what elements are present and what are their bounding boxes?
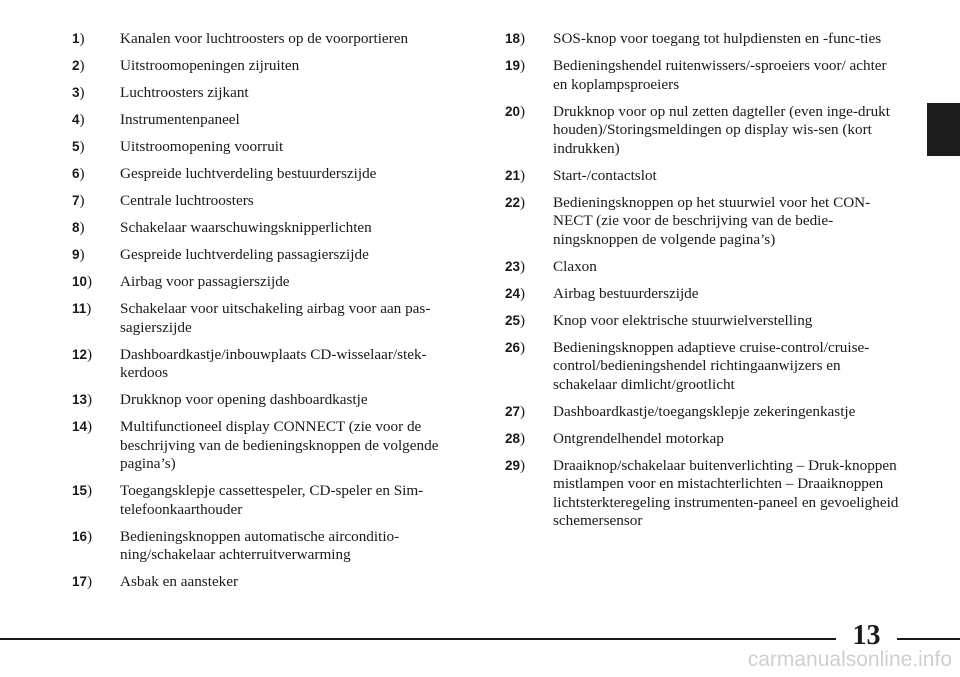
legend-item-number: 14) bbox=[72, 418, 93, 435]
legend-item-text: Asbak en aansteker bbox=[120, 573, 239, 590]
legend-item-number: 1) bbox=[72, 30, 85, 47]
legend-item-text: Dashboardkastje/inbouwplaats CD-wisselaar/stek-kerdoos bbox=[120, 345, 427, 381]
footer-rule-left bbox=[0, 638, 836, 640]
legend-item-number: 29) bbox=[505, 456, 526, 474]
legend-item bbox=[505, 339, 900, 395]
legend-item bbox=[72, 165, 464, 184]
section-tab-marker bbox=[927, 103, 960, 156]
legend-item bbox=[505, 103, 900, 159]
legend-item-number: 6) bbox=[72, 165, 85, 182]
legend-item-text: Schakelaar voor uitschakeling airbag voor aan pas-sagierszijde bbox=[120, 300, 431, 336]
legend-item-number: 20) bbox=[505, 102, 526, 120]
legend-item-number: 26) bbox=[505, 338, 526, 356]
legend-item bbox=[505, 57, 900, 94]
legend-item-text: Uitstroomopeningen zijruiten bbox=[120, 57, 300, 74]
legend-item-text: Claxon bbox=[553, 257, 597, 275]
legend-item bbox=[505, 167, 900, 186]
legend-item-text: Airbag voor passagierszijde bbox=[120, 273, 290, 290]
legend-item-number: 15) bbox=[72, 482, 93, 499]
footer-rule-right bbox=[897, 638, 960, 640]
legend-item-text: Schakelaar waarschuwingsknipperlichten bbox=[120, 219, 372, 236]
legend-item bbox=[72, 573, 464, 592]
legend-item-text: Kanalen voor luchtroosters op de voorportieren bbox=[120, 30, 409, 47]
legend-item bbox=[72, 192, 464, 211]
legend-item bbox=[72, 300, 464, 337]
legend-item-text: Toegangsklepje cassettespeler, CD-speler en Sim-telefoonkaarthouder bbox=[120, 482, 424, 518]
legend-item bbox=[505, 430, 900, 449]
legend-item bbox=[72, 346, 464, 383]
legend-item-number: 5) bbox=[72, 138, 85, 155]
legend-item-number: 4) bbox=[72, 111, 85, 128]
legend-item-number: 3) bbox=[72, 84, 85, 101]
legend-item-text: Uitstroomopening voorruit bbox=[120, 138, 284, 155]
legend-item-number: 9) bbox=[72, 246, 85, 263]
legend-item bbox=[72, 273, 464, 292]
legend-item-number: 13) bbox=[72, 391, 93, 408]
legend-item-number: 23) bbox=[505, 257, 526, 275]
legend-item bbox=[72, 391, 464, 410]
legend-item-text: Centrale luchtroosters bbox=[120, 192, 254, 209]
legend-item-text: Multifunctioneel display CONNECT (zie voor de beschrijving van de bedieningsknoppen de volgende pagina’s) bbox=[120, 418, 439, 472]
legend-item-number: 24) bbox=[505, 284, 526, 302]
legend-item-text: Bedieningsknoppen automatische airconditio-ning/schakelaar achterruitverwarming bbox=[120, 527, 400, 563]
legend-item-text: Drukknop voor opening dashboardkastje bbox=[120, 391, 368, 408]
legend-item bbox=[505, 258, 900, 277]
legend-item bbox=[72, 246, 464, 265]
legend-item-number: 19) bbox=[505, 57, 526, 74]
legend-item-number: 2) bbox=[72, 57, 85, 74]
legend-item bbox=[72, 111, 464, 130]
legend-item bbox=[72, 418, 464, 474]
legend-item-text: Gespreide luchtverdeling bestuurderszijde bbox=[120, 165, 377, 182]
legend-item-text: Knop voor elektrische stuurwielverstelling bbox=[553, 311, 813, 329]
legend-item bbox=[505, 312, 900, 331]
legend-item-number: 17) bbox=[72, 573, 93, 590]
legend-item-text: Bedieningsknoppen op het stuurwiel voor het CON-NECT (zie voor de beschrijving van de bedie-ningsknoppen de volgende pagina’s) bbox=[553, 193, 871, 248]
legend-item-number: 25) bbox=[505, 311, 526, 329]
legend-item bbox=[72, 84, 464, 103]
legend-item-number: 8) bbox=[72, 219, 85, 236]
legend-item-text: Ontgrendelhendel motorkap bbox=[553, 429, 724, 447]
legend-item-number: 18) bbox=[505, 30, 526, 47]
legend-item bbox=[72, 528, 464, 565]
legend-item-number: 27) bbox=[505, 402, 526, 420]
legend-item-text: SOS-knop voor toegang tot hulpdiensten en -func-ties bbox=[553, 30, 882, 47]
legend-item bbox=[72, 219, 464, 238]
legend-item bbox=[72, 482, 464, 519]
legend-item-number: 28) bbox=[505, 429, 526, 447]
legend-item-text: Bedieningsknoppen adaptieve cruise-control/cruise-control/bedieningshendel richtingaanwijzers en schakelaar dimlicht/grootlicht bbox=[553, 338, 870, 393]
legend-item bbox=[505, 457, 900, 531]
watermark-text: carmanualsonline.info bbox=[747, 648, 952, 671]
legend-item-number: 7) bbox=[72, 192, 85, 209]
legend-column-left bbox=[72, 30, 464, 600]
legend-item-text: Luchtroosters zijkant bbox=[120, 84, 249, 101]
legend-item bbox=[72, 30, 464, 49]
legend-item-number: 22) bbox=[505, 193, 526, 211]
legend-item-text: Start-/contactslot bbox=[553, 166, 657, 184]
legend-item-number: 16) bbox=[72, 527, 93, 545]
legend-item-text: Gespreide luchtverdeling passagierszijde bbox=[120, 246, 369, 263]
legend-item-number: 11) bbox=[72, 300, 92, 317]
legend-item bbox=[505, 285, 900, 304]
legend-item-text: Draaiknop/schakelaar buitenverlichting – Druk-knoppen mistlampen voor en mistachterlichten – Draaiknoppen lichtsterkteregeling instrumenten-paneel en gevoeligheid schemersensor bbox=[553, 456, 899, 529]
legend-item-text: Instrumentenpaneel bbox=[120, 111, 240, 128]
legend-item-number: 21) bbox=[505, 166, 526, 184]
legend-item bbox=[505, 403, 900, 422]
legend-item-text: Airbag bestuurderszijde bbox=[553, 284, 699, 302]
legend-item-number: 10) bbox=[72, 273, 93, 290]
legend-item bbox=[72, 138, 464, 157]
legend-item-text: Bedieningshendel ruitenwissers/-sproeiers voor/ achter en koplampsproeiers bbox=[553, 57, 887, 93]
page-number: 13 bbox=[852, 620, 881, 651]
legend-item bbox=[505, 30, 900, 49]
legend-item-number: 12) bbox=[72, 345, 93, 363]
legend-item bbox=[505, 194, 900, 250]
legend-item bbox=[72, 57, 464, 76]
legend-column-right bbox=[505, 30, 900, 539]
legend-item-text: Drukknop voor op nul zetten dagteller (even inge-drukt houden)/Storingsmeldingen op display wis-sen (kort indrukken) bbox=[553, 102, 890, 157]
legend-item-text: Dashboardkastje/toegangsklepje zekeringenkastje bbox=[553, 402, 856, 420]
